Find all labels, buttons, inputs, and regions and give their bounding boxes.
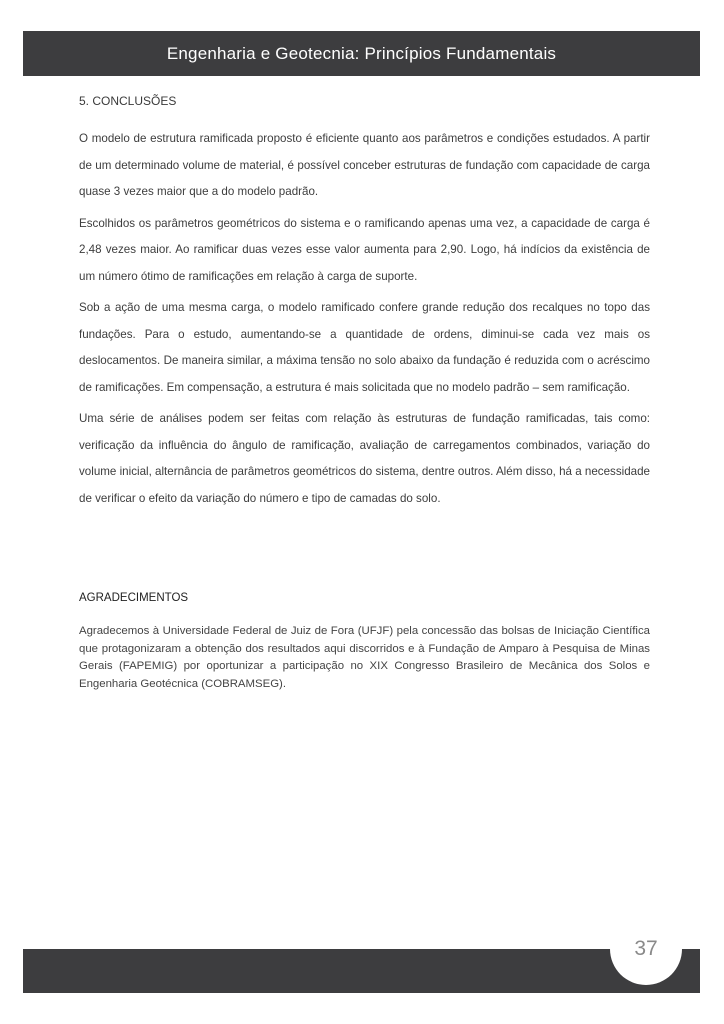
conclusion-paragraph-3: Sob a ação de uma mesma carga, o modelo ramificado confere grande redução dos recalques no topo das fundações. Para o estudo, aumentando-se a quantidade de ordens, diminui-se cada vez mais os deslocamentos. De maneira similar, a máxima tensão no solo abaixo da fundação é reduzida com o acréscimo de ramificações. Em compensação, a estrutura é mais solicitada que no modelo padrão – sem ramificação. [79, 301, 650, 394]
header-bar [23, 31, 700, 76]
conclusion-paragraph-1: O modelo de estrutura ramificada proposto é eficiente quanto aos parâmetros e condições estudados. A partir de um determinado volume de material, é possível conceber estruturas de fundação com capacidade de carga quase 3 vezes maior que a do modelo padrão. [79, 132, 650, 198]
page-number: 37 [634, 937, 658, 960]
conclusions-section [79, 90, 650, 517]
conclusion-paragraph-4: Uma série de análises podem ser feitas com relação às estruturas de fundação ramificadas, tais como: verificação da influência do ângulo de ramificação, avaliação de carregamentos combinados, variação do volume inicial, alternância de parâmetros geométricos do sistema, dentre outros. Além disso, há a necessidade de verificar o efeito da variação do número e tipo de camadas do solo. [79, 412, 650, 505]
footer-bar [23, 949, 700, 993]
book-title: Engenharia e Geotecnia: Princípios Fundamentais [166, 43, 557, 63]
acknowledgements-paragraph: Agradecemos à Universidade Federal de Juiz de Fora (UFJF) pela concessão das bolsas de Iniciação Científica que protagonizaram a obtenção dos resultados aqui discorridos e à Fundação de Amparo à Pesquisa de Minas Gerais (FAPEMIG) por oportunizar a participação no XIX Congresso Brasileiro de Mecânica dos Solos e Engenharia Geotécnica (COBRAMSEG). [79, 625, 650, 690]
section-heading: 5. CONCLUSÕES [79, 94, 177, 108]
conclusion-paragraph-2: Escolhidos os parâmetros geométricos do sistema e o ramificando apenas uma vez, a capacidade de carga é 2,48 vezes maior. Ao ramificar duas vezes esse valor aumenta para 2,90. Logo, há indícios da existência de um número ótimo de ramificações em relação à carga de suporte. [79, 216, 650, 283]
page-number-badge [610, 913, 682, 985]
acknowledgements-heading: AGRADECIMENTOS [79, 592, 189, 604]
